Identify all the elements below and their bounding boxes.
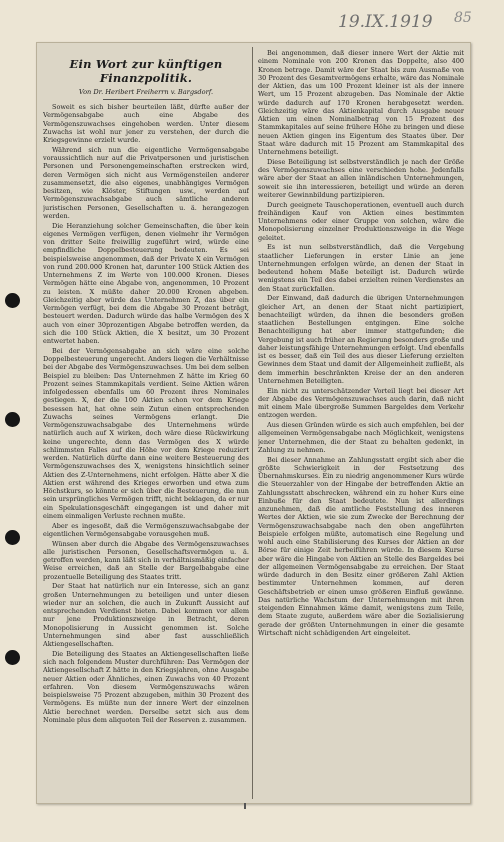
ink-mark	[244, 803, 246, 809]
article-author: Von Dr. Heribert Freiherrn v. Bargsdorf.	[78, 88, 214, 96]
paragraph: Die Heranziehung solcher Gemeinschaften, die über kein eigenes Vermögen verfügen, denen vielmehr ihr Vermögen von dritter Seite freiwillig zugeführt wird, würde eine empfindliche Doppelbesteuerung bedeuten. Es sei beispielsweise angenommen, daß der Private X ein Vermögen von rund 200.000 Kronen hat, darunter 100 Stück Aktien des Unternehmens Z im Werte von 100.000 Kronen. Dieses Vermögen hätte eine Abgabe von, angenommen, 10 Prozent zu leisten. X müßte daher 20.000 Kronen abgeben. Gleichzeitig aber würde das Unternehmen Z, das über ein Vermögen verfügt, bei dem die Abgabe 30 Prozent beträgt, besteuert werden. Dadurch würde das halbe Vermögen des X auch von einer 30prozentigen Abgabe betroffen werden, da sich die 100 Stück Aktien, die X besitzt, um 30 Prozent entwertet haben.	[43, 221, 249, 345]
paragraph: Bei angenommen, daß dieser innere Wert der Aktie mit einem Nominale von 200 Kronen das Doppelte, also 400 Kronen betrage. Damit wäre der Staat bis zum Ausmaße von 30 Prozent des Gesamtvermögens erhalte, wäre das Nominale der Aktien, das um 100 Prozent kleiner ist als der innere Wert, um 15 Prozent abzugeben. Das Nominale der Aktie würde dadurch auf 170 Kronen herabgesetzt werden. Gleichzeitig wäre das Aktienkapital durch Ausgabe neuer Aktien um einen Nominalbetrag von 15 Prozent des Stammkapitales auf seine frühere Höhe zu bringen und diese neuen Aktien gingen ins Eigentum des Staates über. Der Staat wäre dadurch mit 15 Prozent am Stammkapital des Unternehmens beteiligt.	[258, 49, 464, 156]
handwritten-date: 19.IX.1919	[338, 12, 433, 32]
paragraph: Wünsen aber durch die Abgabe des Vermögenszuwachses alle juristischen Personen, Gesellschaftsvermögen u. ä. getroffen werden, kann läßt sich in verhältnismäßig einfacher Weise erreichen, daß an Stelle der Bargelbabgabe eine prozentuelle Beteiligung des Staates tritt.	[43, 539, 249, 581]
punch-hole	[5, 650, 20, 665]
article-title: Ein Wort zur künftigen Finanzpolitik.	[69, 57, 223, 85]
paragraph: Während sich nun die eigentliche Vermögensabgabe voraussichtlich nur auf die Privatpersonen und juristischen Personen und Personengemeinschaften erstrecken wird, deren Vermögen sich nicht aus Vermögensteilen anderer zusammensetzt, die also eigenes, unabhängiges Vermögen besitzen, wie Klöster, Stiftungen usw., werden auf Vermögenszuwachsabgabe auch sämtliche anderen juristischen Personen, Gesellschaften u. ä. herangezogen werden.	[43, 145, 249, 220]
handwritten-number: 85	[454, 10, 472, 26]
punch-hole	[5, 530, 20, 545]
paragraph: Aus diesen Gründen würde es sich auch empfehlen, bei der allgemeinen Vermögensabgabe nach Möglichkeit, wenigstens jener Unternehmen, die der Staat zu behalten gedenkt, in Zahlung zu nehmen.	[258, 421, 464, 454]
paragraph: Durch geeignete Tauschoperationen, eventuell auch durch freihändigen Kauf von Aktien eines bestimmten Unternehmens oder einer Gruppe von solchen, wäre die Monopolisierung einzelner Produktionszweige in die Wege geleitet.	[258, 200, 464, 242]
byline-divider	[103, 99, 189, 100]
punch-hole	[5, 412, 20, 427]
paragraph: Der Staat hat natürlich nur ein Interesse, sich an ganz großen Unternehmungen zu beteiligen und unter diesen wieder nur an solchen, die auch in Zukunft Aussicht auf entsprechenden Verdienst bieten. Dabei kommen vor allem nur jene Produktionszweige in Betracht, deren Monopolisierung in Aussicht genommen ist. Solche Unternehmungen sind aber fast ausschließlich Aktiengesellschaften.	[43, 582, 249, 648]
paragraph: Die Beteiligung des Staates an Aktiengesellschaften ließe sich nach folgendem Muster durchführen: Das Vermögen der Aktiengesellschaft Z hätte in den Kriegsjahren, ohne Ausgabe neuer Aktien oder Ähnliches, einen Zuwachs von 40 Prozent erfahren. Von diesem Vermögenszuwachs wären beispielsweise 75 Prozent abzugeben, mithin 30 Prozent des Vermögens. Es müßte nun der innere Wert der einzelnen Aktie berechnet werden. Derselbe setzt sich aus dem Nominale plus dem aliquoten Teil der Reserven z. zusammen.	[43, 649, 249, 724]
paragraph: Bei der Vermögensabgabe an sich wäre eine solche Doppelbesteuerung ungerecht. Anders liegen die Verhältnisse bei der Abgabe des Vermögenszuwachses. Um bei dem selben Beispiel zu bleiben: Das Unternehmen Z hätte im Krieg 60 Prozent seines Stammkapitals verdient. Seine Aktien wären infolgedessen ebenfalls um 60 Prozent ihres Nominales gestiegen. X, der die 100 Aktien schon vor dem Kriege besessen hat, hat ohne sein Zutun einen entsprechenden Zuwachs seines Vermögens erlangt. Die Vermögenszuwachsabgabe des Unternehmens würde natürlich auch auf X wirken, doch wäre diese Rückwirkung keine ungerechte, denn das Vermögen des X würde schlimmsten Falles auf die Höhe vor dem Kriege reduziert werden. Natürlich dürfte dann eine weitere Besteuerung des Vermögenszuwachses des X, wenigstens hinsichtlich seiner Aktien des Z-Unternehmens, nicht erfolgen. Hätte aber X die Aktien erst während des Krieges erworben und etwa zum Höchstkurs, so könnte er sich über die Besteuerung, die nun sein ursprüngliches Vermögen trifft, nicht beklagen, da er nur ein Spekulationsgeschäft eingegangen ist und daher mit einem einmaligen Verluste rechnen mußte.	[43, 346, 249, 520]
column-right	[258, 49, 464, 797]
paragraph: Bei dieser Annahme an Zahlungsstatt ergibt sich aber die größte Schwierigkeit in der Festsetzung des Übernahmskurses. Ein zu niedrig angenommener Kurs würde die Steuerzahler von der Hingabe der betreffenden Aktie an Zahlungsstatt abschrecken, während ein zu hoher Kurs eine Einbuße für den Staat bedeutete. Nun ist allerdings anzunehmen, daß die amtliche Feststellung des inneren Wertes der Aktien, wie sie zum Zwecke der Berechnung der Vermögenszuwachsabgabe nach den oben angeführten Beispiele erfolgen müßte, automatisch eine Regelung und wohl auch eine Stabilisierung des Kurses der Aktien an der Börse für einige Zeit herbeiführen würde. In diesem Kurse aber wäre die Hingabe von Aktien an Stelle des Bargeldes bei der allgemeinen Vermögensabgabe zu erreichen. Der Staat würde dadurch in den Besitz einer größeren Zahl Aktien bestimmter Unternehmen kommen, auf deren Geschäftsbetrieb er einen umso größeren Einfluß gewänne. Das natürliche Wachstum der Unternehmungen mit ihren steigenden Einnahmen käme damit, wenigstens zum Teile, dem Staate zugute, außerdem wäre aber die Sozialisierung gerade der größten Unternehmungen in einer die gesamte Wirtschaft nicht schädigenden Art eingeleitet.	[258, 455, 464, 637]
column-divider	[252, 47, 253, 799]
paragraph: Aber es ingesoßt, daß die Vermögenszuwachsabgabe der eigentlichen Vermögensabgabe vorausgehen muß.	[43, 521, 249, 538]
paragraph: Ein nicht zu unterschätzender Vorteil liegt bei dieser Art der Abgabe des Vermögenszuwachses auch darin, daß nicht mit einem Male übergroße Summen Bargeldes dem Verkehr entzogen werden.	[258, 386, 464, 420]
paragraph: Soweit es sich bisher beurteilen läßt, dürfte außer der Vermögensabgabe auch eine Abgabe des Vermögenszuwachses eingehoben werden. Unter diesem Zuwachs ist wohl nur jener zu verstehen, der durch die Kriegsgewinne erzielt wurde.	[43, 103, 249, 144]
faded-stamp	[251, 2, 299, 24]
column-left	[43, 49, 249, 797]
paragraph: Der Einwand, daß dadurch die übrigen Unternehmungen gleicher Art, an denen der Staat nicht partizipiert, benachteiligt würden, da ihnen die besonders großen staatlichen Bestellungen entgingen. Eine solche Benachteiligung hat aber immer stattgefunden; die Vergebung ist auch früher an Regierung besonders große und daher leistungsfähige Unternehmungen erfolgt. Und ebenfalls ist es besser, daß ein Teil des aus dieser Lieferung erzielten Gewinnes dem Staat und damit der Allgemeinheit zufließt, als dem immerhin beschränkten Kreise der an den anderen Unternehmen Beteiligten.	[258, 294, 464, 385]
paragraph: Es ist nun selbstverständlich, daß die Vergebung staatlicher Lieferungen in erster Linie an jene Unternehmungen erfolgen würde, an denen der Staat in bedeutend hohem Maße beteiligt ist. Dadurch würde wenigstens ein Teil des dabei erzielten reinen Verdienstes an den Staat zurückfallen.	[258, 243, 464, 293]
paragraph: Diese Beteiligung ist selbstverständlich je nach der Größe des Vermögenszuwachses eine verschieden hohe. Jedenfalls wäre aber der Staat an allen inländischen Unternehmungen, soweit sie ihn interessieren, beteiligt und würde an deren weiterer Gewinnbildung partizipieren.	[258, 157, 464, 199]
newspaper-clipping	[36, 42, 471, 804]
punch-hole	[5, 293, 20, 308]
